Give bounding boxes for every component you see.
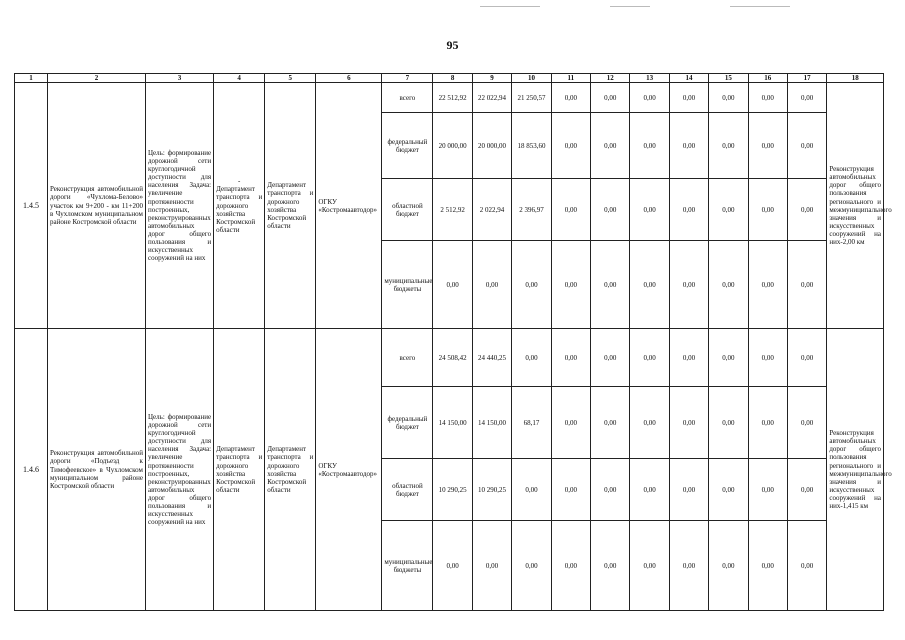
funding-value: 0,00: [709, 83, 748, 113]
funding-value: 0,00: [630, 179, 669, 241]
funding-value: 0,00: [591, 521, 630, 611]
column-header: 8: [433, 74, 472, 83]
funding-value: 10 290,25: [433, 459, 472, 521]
column-header: 2: [48, 74, 146, 83]
funding-value: 22 512,92: [433, 83, 472, 113]
mark-symbol: -: [238, 177, 241, 186]
department-cell: [214, 83, 265, 329]
funding-value: 0,00: [551, 113, 590, 179]
funding-value: 0,00: [551, 83, 590, 113]
funding-value: 0,00: [433, 521, 472, 611]
column-header: 9: [472, 74, 511, 83]
funding-value: 0,00: [748, 179, 787, 241]
funding-value: 0,00: [748, 113, 787, 179]
customer-name: Департамент транспорта и дорожного хозяйства Костромской области: [265, 83, 316, 329]
column-header: 18: [827, 74, 884, 83]
funding-value: 0,00: [669, 83, 708, 113]
funding-value: 0,00: [433, 241, 472, 329]
funding-value: 0,00: [551, 459, 590, 521]
department-name: Департамент транспорта и дорожного хозяйства Костромской области: [216, 185, 263, 234]
funding-value: 0,00: [748, 387, 787, 459]
funding-value: 0,00: [472, 241, 511, 329]
funding-value: 0,00: [591, 387, 630, 459]
row-number: 1.4.5: [15, 83, 48, 329]
funding-value: 0,00: [512, 329, 551, 387]
header-row: [15, 74, 884, 83]
funding-value: 2 396,97: [512, 179, 551, 241]
funding-value: 0,00: [669, 179, 708, 241]
funding-value: 0,00: [709, 387, 748, 459]
goal-text: Цель: формирование дорожной сети круглогодичной доступности для населения Задача: увеличение протяженности построенных, реконструированных автомобильных дорог общего пользования и искусственных сооружений на них: [145, 329, 213, 611]
funding-value: 0,00: [669, 459, 708, 521]
funding-value: 0,00: [551, 521, 590, 611]
funding-value: 0,00: [591, 179, 630, 241]
expected-result: Реконструкция автомобильных дорог общего пользования регионального и межмуниципального значения и искусственных сооружений на них-2,00 км: [827, 83, 884, 329]
funding-value: 24 508,42: [433, 329, 472, 387]
scan-artifact-line: [480, 6, 540, 7]
column-header: 11: [551, 74, 590, 83]
expected-result: Реконструкция автомобильных дорог общего пользования регионального и межмуниципального значения и искусственных сооружений на них-1,415 км: [827, 329, 884, 611]
funding-value: 0,00: [787, 329, 826, 387]
funding-source-label: всего: [382, 329, 433, 387]
funding-value: 0,00: [591, 241, 630, 329]
funding-value: 0,00: [709, 179, 748, 241]
department-name: Департамент транспорта и дорожного хозяйства Костромской области: [216, 445, 263, 494]
funding-value: 0,00: [591, 83, 630, 113]
funding-value: 0,00: [709, 459, 748, 521]
funding-value: 0,00: [630, 387, 669, 459]
funding-value: 0,00: [630, 241, 669, 329]
funding-value: 0,00: [669, 387, 708, 459]
funding-source-label: муниципальные бюджеты: [382, 241, 433, 329]
funding-value: 0,00: [512, 459, 551, 521]
column-header: 10: [512, 74, 551, 83]
funding-value: 0,00: [709, 521, 748, 611]
funding-value: 0,00: [551, 179, 590, 241]
funding-value: 0,00: [787, 179, 826, 241]
funding-value: 0,00: [630, 521, 669, 611]
funding-value: 0,00: [630, 329, 669, 387]
funding-value: 0,00: [748, 329, 787, 387]
customer-name: Департамент транспорта и дорожного хозяйства Костромской области: [265, 329, 316, 611]
funding-value: 0,00: [748, 83, 787, 113]
funding-value: 0,00: [591, 459, 630, 521]
funding-value: 14 150,00: [472, 387, 511, 459]
funding-value: 21 250,57: [512, 83, 551, 113]
row-number: 1.4.6: [15, 329, 48, 611]
funding-value: 0,00: [591, 113, 630, 179]
funding-value: 0,00: [787, 521, 826, 611]
funding-source-label: областной бюджет: [382, 459, 433, 521]
funding-value: 20 000,00: [472, 113, 511, 179]
column-header: 16: [748, 74, 787, 83]
object-name: Реконструкция автомобильной дороги «Чухлома-Белово» участок км 9+200 - км 11+200 в Чухломском муниципальном районе Костромской области: [48, 83, 146, 329]
funding-source-label: муниципальные бюджеты: [382, 521, 433, 611]
column-header: 6: [316, 74, 382, 83]
funding-value: 0,00: [787, 113, 826, 179]
funding-value: 0,00: [787, 387, 826, 459]
funding-value: 0,00: [709, 241, 748, 329]
object-name: Реконструкция автомобильной дороги «Подъезд к Тимофеевское» в Чухломском муниципальном районе Костромской области: [48, 329, 146, 611]
funding-value: 10 290,25: [472, 459, 511, 521]
funding-source-label: федеральный бюджет: [382, 387, 433, 459]
department-cell: [214, 329, 265, 611]
funding-value: 0,00: [591, 329, 630, 387]
executor-name: ОГКУ «Костромаавтодор»: [316, 329, 382, 611]
funding-value: 20 000,00: [433, 113, 472, 179]
funding-value: 0,00: [630, 459, 669, 521]
executor-name: ОГКУ «Костромаавтодор»: [316, 83, 382, 329]
funding-value: 0,00: [551, 329, 590, 387]
funding-value: 0,00: [748, 459, 787, 521]
scan-artifact-line: [610, 6, 650, 7]
funding-value: 0,00: [551, 241, 590, 329]
funding-value: 14 150,00: [433, 387, 472, 459]
budget-table: [14, 73, 892, 611]
table-row: [15, 329, 884, 387]
funding-value: 22 022,94: [472, 83, 511, 113]
funding-value: 0,00: [512, 521, 551, 611]
funding-value: 0,00: [748, 521, 787, 611]
column-header: 12: [591, 74, 630, 83]
funding-value: 0,00: [669, 113, 708, 179]
column-header: 1: [15, 74, 48, 83]
column-header: 14: [669, 74, 708, 83]
funding-value: 0,00: [669, 241, 708, 329]
funding-value: 0,00: [630, 83, 669, 113]
funding-value: 0,00: [669, 329, 708, 387]
funding-value: 0,00: [551, 387, 590, 459]
column-header: 5: [265, 74, 316, 83]
column-header: 15: [709, 74, 748, 83]
funding-value: 0,00: [709, 329, 748, 387]
column-header: 7: [382, 74, 433, 83]
column-header: 3: [145, 74, 213, 83]
goal-text: Цель: формирование дорожной сети круглогодичной доступности для населения Задача: увеличение протяженности построенных, реконструированных автомобильных дорог общего пользования и искусственных сооружений на них: [145, 83, 213, 329]
scan-artifact-line: [730, 6, 790, 7]
column-header: 4: [214, 74, 265, 83]
page-number: 95: [446, 38, 459, 52]
funding-value: 18 853,60: [512, 113, 551, 179]
funding-value: 0,00: [512, 241, 551, 329]
column-header: 13: [630, 74, 669, 83]
column-header: 17: [787, 74, 826, 83]
funding-value: 0,00: [630, 113, 669, 179]
funding-value: 0,00: [472, 521, 511, 611]
funding-value: 0,00: [709, 113, 748, 179]
table-row: [15, 83, 884, 113]
funding-source-label: областной бюджет: [382, 179, 433, 241]
funding-value: 0,00: [787, 459, 826, 521]
funding-value: 0,00: [669, 521, 708, 611]
funding-value: 0,00: [748, 241, 787, 329]
funding-value: 2 022,94: [472, 179, 511, 241]
funding-source-label: всего: [382, 83, 433, 113]
funding-value: 0,00: [787, 83, 826, 113]
funding-value: 68,17: [512, 387, 551, 459]
funding-value: 2 512,92: [433, 179, 472, 241]
funding-value: 24 440,25: [472, 329, 511, 387]
funding-source-label: федеральный бюджет: [382, 113, 433, 179]
funding-value: 0,00: [787, 241, 826, 329]
